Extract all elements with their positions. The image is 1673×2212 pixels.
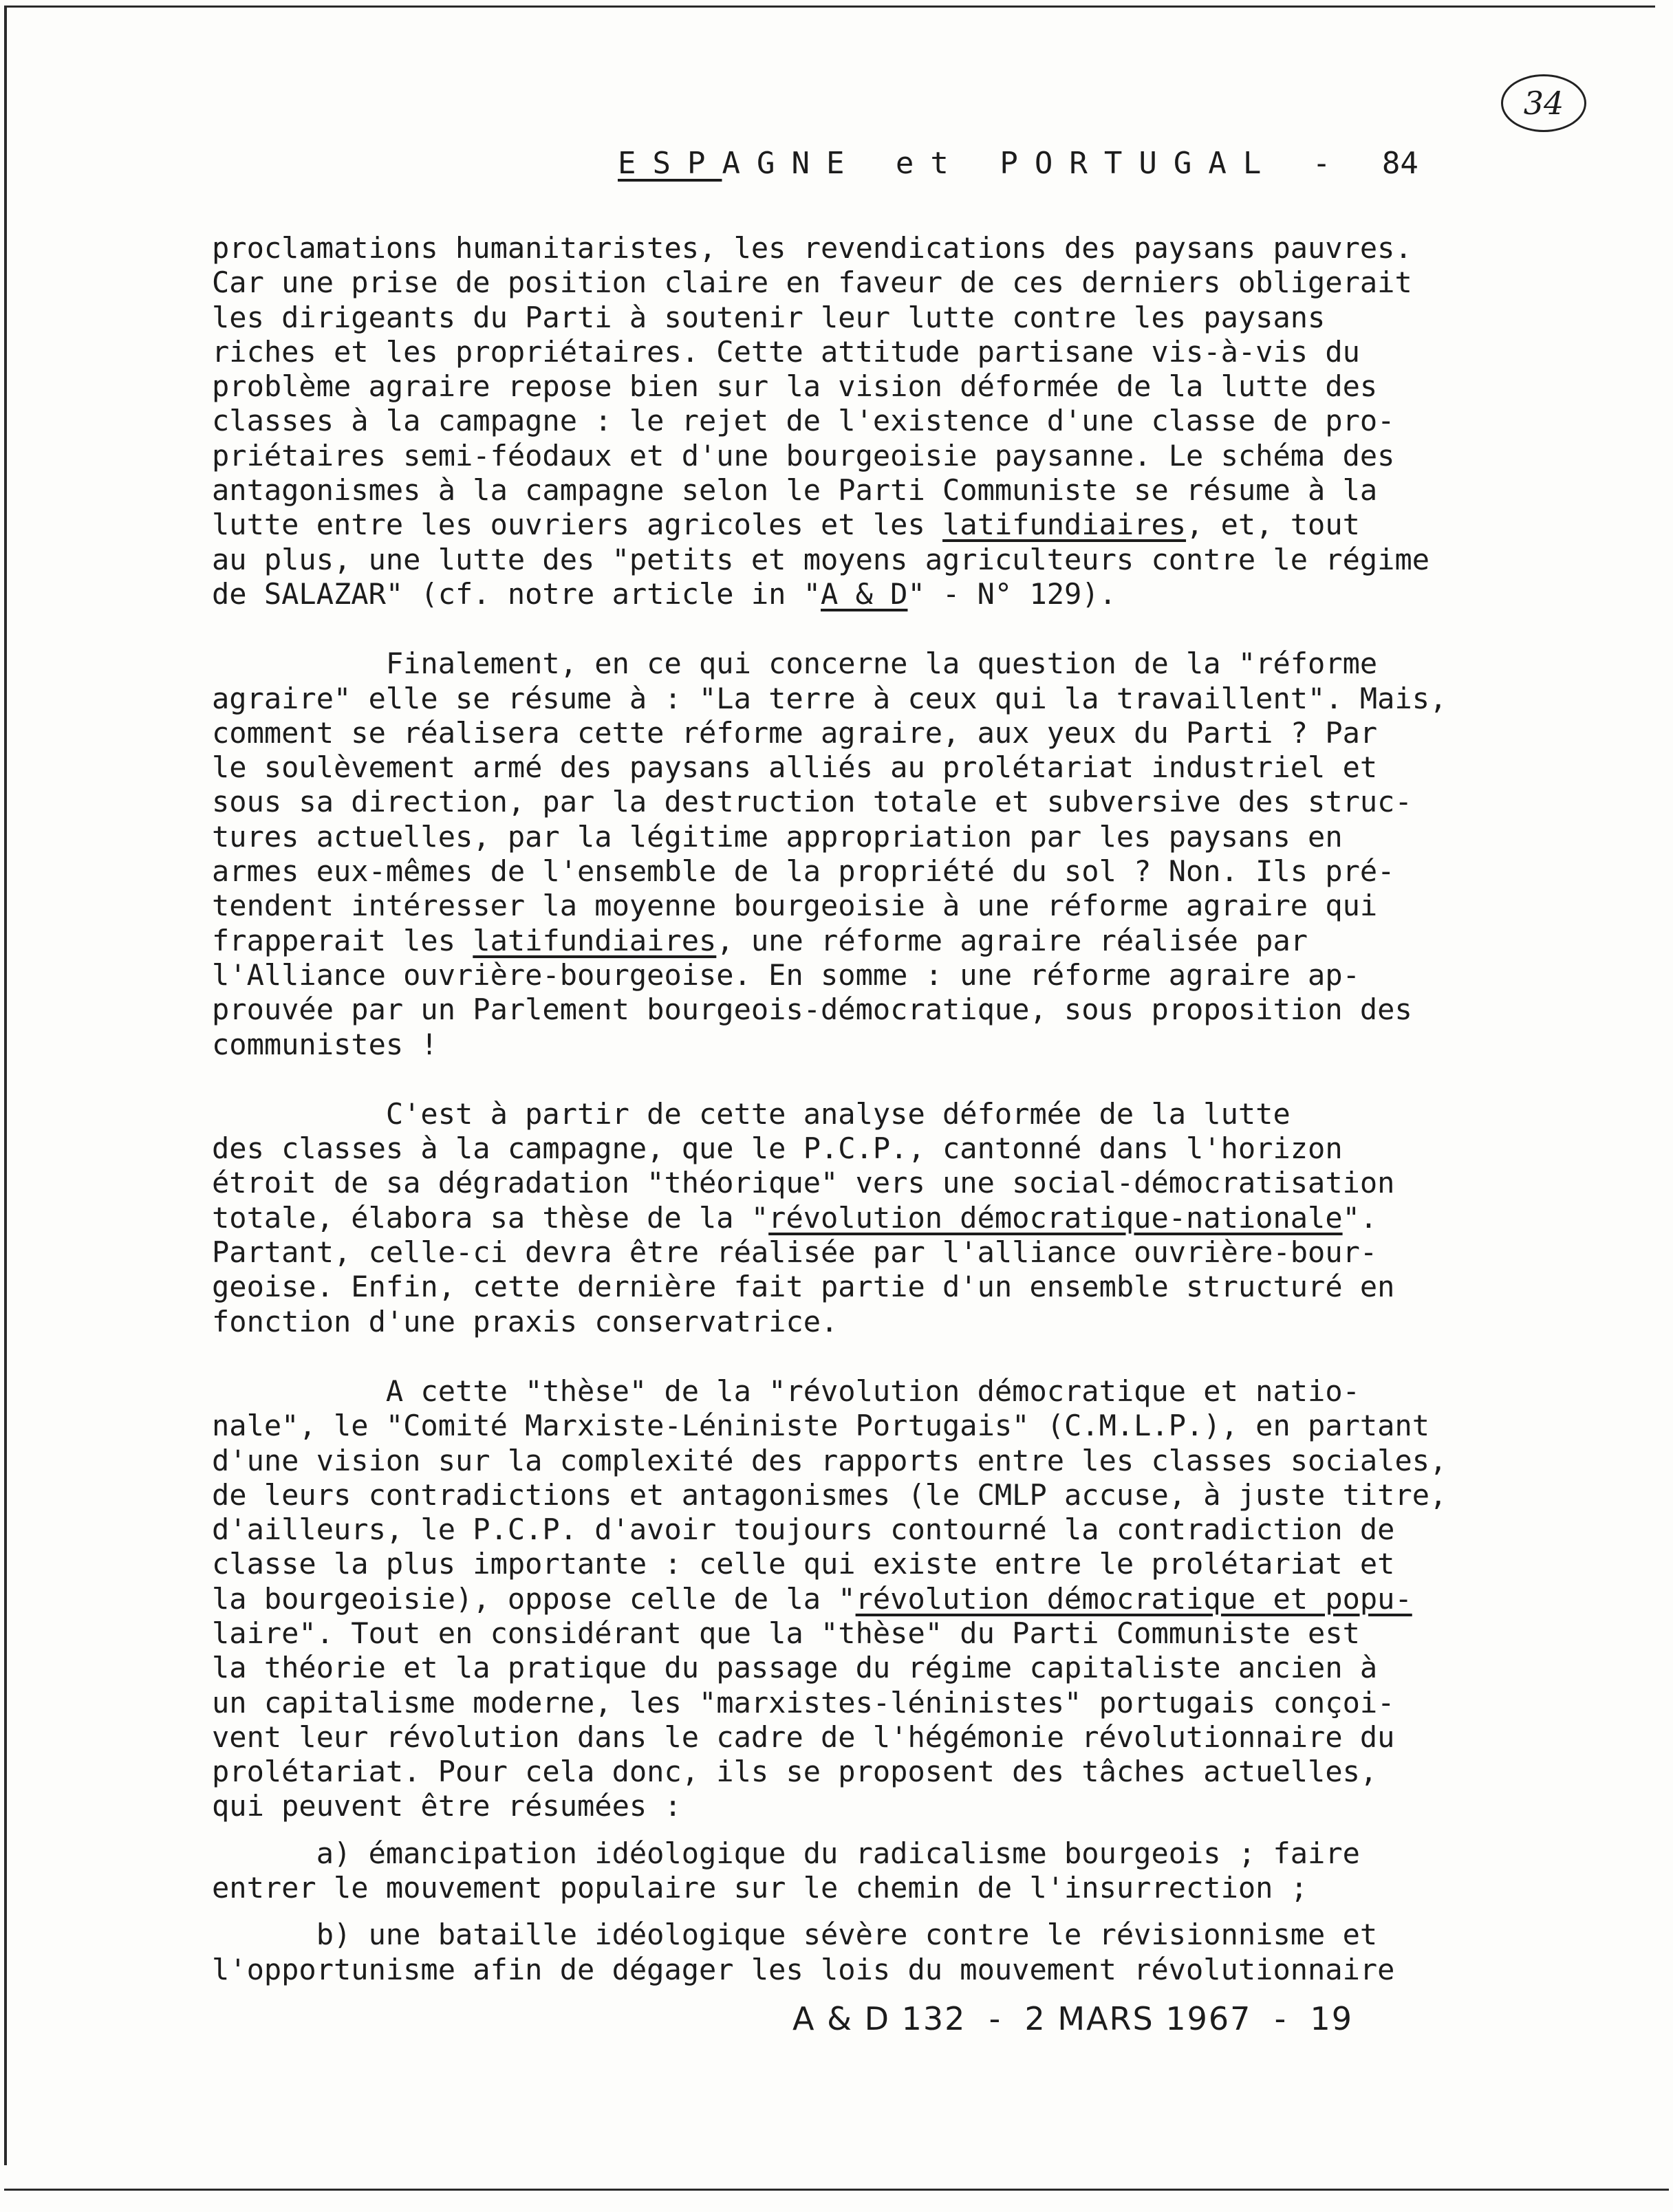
paragraph-gap bbox=[212, 1339, 1544, 1374]
text-line: classe la plus importante : celle qui existe entre le prolétariat et bbox=[212, 1547, 1395, 1581]
text-line: fonction d'une praxis conservatrice. bbox=[212, 1304, 839, 1338]
text-line: vent leur révolution dans le cadre de l'hégémonie révolutionnaire du bbox=[212, 1720, 1395, 1754]
text-line: prolétariat. Pour cela donc, ils se proposent des tâches actuelles, bbox=[212, 1755, 1378, 1789]
underlined-phrase: révolution démocratique et popu- bbox=[855, 1581, 1412, 1616]
text-line: des classes à la campagne, que le P.C.P., cantonné dans l'horizon bbox=[212, 1131, 1343, 1166]
text-line: frapperait les latifundiaires, une réforme agraire réalisée par bbox=[212, 923, 1308, 957]
text-line: priétaires semi-féodaux et d'une bourgeoisie paysanne. Le schéma des bbox=[212, 438, 1395, 473]
text-line: entrer le mouvement populaire sur le chemin de l'insurrection ; bbox=[212, 1871, 1308, 1905]
text-line: a) émancipation idéologique du radicalisme bourgeois ; faire bbox=[212, 1836, 1360, 1870]
underlined-phrase: latifundiaires bbox=[473, 923, 717, 957]
header-dash: - bbox=[1312, 146, 1348, 181]
text-line: comment se réalisera cette réforme agraire, aux yeux du Parti ? Par bbox=[212, 715, 1378, 750]
text-line: un capitalisme moderne, les "marxistes-léninistes" portugais conçoi- bbox=[212, 1685, 1395, 1720]
text-line: C'est à partir de cette analyse déformée de la lutte bbox=[212, 1096, 1291, 1131]
text-line: au plus, une lutte des "petits et moyens agriculteurs contre le régime bbox=[212, 542, 1430, 576]
text-line: antagonismes à la campagne selon le Parti Communiste se résume à la bbox=[212, 473, 1378, 508]
running-header bbox=[618, 146, 1418, 181]
paragraph-2 bbox=[212, 647, 1544, 1062]
text-line: tures actuelles, par la légitime appropriation par les paysans en bbox=[212, 819, 1343, 854]
underlined-phrase: A & D bbox=[821, 576, 908, 611]
header-page-number: 84 bbox=[1381, 146, 1418, 181]
text-line: nale", le "Comité Marxiste-Léniniste Portugais" (C.M.L.P.), en partant bbox=[212, 1409, 1430, 1443]
stamp-text: 34 bbox=[1523, 85, 1564, 122]
text-line: le soulèvement armé des paysans alliés au prolétariat industriel et bbox=[212, 750, 1378, 785]
underlined-phrase: révolution démocratique-nationale bbox=[768, 1200, 1343, 1235]
text-line: riches et les propriétaires. Cette attitude partisane vis-à-vis du bbox=[212, 334, 1360, 369]
text-line: A cette "thèse" de la "révolution démocratique et natio- bbox=[212, 1374, 1360, 1408]
text-line: agraire" elle se résume à : "La terre à ceux qui la travaillent". Mais, bbox=[212, 681, 1447, 715]
text-line: problème agraire repose bien sur la vision déformée de la lutte des bbox=[212, 369, 1378, 404]
text-line: Car une prise de position claire en faveur de ces derniers obligerait bbox=[212, 265, 1412, 300]
document-body bbox=[212, 231, 1544, 1987]
paragraph-6 bbox=[212, 1918, 1544, 1987]
text-line: prouvée par un Parlement bourgeois-démocratique, sous proposition des bbox=[212, 993, 1412, 1027]
paragraph-5 bbox=[212, 1836, 1544, 1906]
text-line: totale, élabora sa thèse de la "révolution démocratique-nationale". bbox=[212, 1200, 1378, 1235]
text-line: geoise. Enfin, cette dernière fait partie d'un ensemble structuré en bbox=[212, 1270, 1395, 1304]
scan-edge-bottom bbox=[4, 2189, 1669, 2191]
scan-edge-left bbox=[4, 6, 7, 2165]
text-line: les dirigeants du Parti à soutenir leur lutte contre les paysans bbox=[212, 300, 1326, 334]
text-line: la bourgeoisie), oppose celle de la "révolution démocratique et popu- bbox=[212, 1581, 1412, 1616]
page-number-stamp bbox=[1501, 74, 1586, 132]
text-line: la théorie et la pratique du passage du régime capitaliste ancien à bbox=[212, 1651, 1378, 1685]
paragraph-gap bbox=[212, 1062, 1544, 1097]
text-line: sous sa direction, par la destruction totale et subversive des struc- bbox=[212, 785, 1412, 819]
paragraph-1 bbox=[212, 231, 1544, 611]
text-line: d'une vision sur la complexité des rapports entre les classes sociales, bbox=[212, 1443, 1447, 1477]
text-line: armes eux-mêmes de l'ensemble de la propriété du sol ? Non. Ils pré- bbox=[212, 854, 1395, 889]
header-title: AGNE et PORTUGAL bbox=[722, 146, 1278, 181]
underlined-phrase: latifundiaires bbox=[942, 508, 1187, 542]
text-line: Partant, celle-ci devra être réalisée par l'alliance ouvrière-bour- bbox=[212, 1235, 1378, 1270]
text-line: b) une bataille idéologique sévère contre le révisionnisme et bbox=[212, 1918, 1378, 1952]
text-line: qui peuvent être résumées : bbox=[212, 1789, 682, 1823]
paragraph-3 bbox=[212, 1097, 1544, 1339]
text-line: proclamations humanitaristes, les revendications des paysans pauvres. bbox=[212, 231, 1412, 265]
text-line: d'ailleurs, le P.C.P. d'avoir toujours contourné la contradiction de bbox=[212, 1512, 1395, 1547]
paragraph-gap bbox=[212, 1905, 1544, 1918]
text-line: classes à la campagne : le rejet de l'existence d'une classe de pro- bbox=[212, 404, 1395, 438]
text-line: de leurs contradictions et antagonismes (le CMLP accuse, à juste titre, bbox=[212, 1477, 1447, 1512]
text-line: lutte entre les ouvriers agricoles et les latifundiaires, et, tout bbox=[212, 508, 1360, 542]
text-line: l'opportunisme afin de dégager les lois du mouvement révolutionnaire bbox=[212, 1952, 1395, 1986]
text-line: étroit de sa dégradation "théorique" vers une social-démocratisation bbox=[212, 1166, 1395, 1200]
page-footer: A & D 132 - 2 MARS 1967 - 19 bbox=[792, 2000, 1354, 2037]
text-line: de SALAZAR" (cf. notre article in "A & D" - N° 129). bbox=[212, 576, 1116, 611]
text-line: communistes ! bbox=[212, 1027, 438, 1061]
paragraph-4 bbox=[212, 1374, 1544, 1824]
text-line: laire". Tout en considérant que la "thèse" du Parti Communiste est bbox=[212, 1616, 1360, 1650]
paragraph-gap bbox=[212, 611, 1544, 647]
header-title-underlined: ESP bbox=[618, 146, 722, 181]
text-line: tendent intéresser la moyenne bourgeoisie à une réforme agraire qui bbox=[212, 889, 1378, 923]
paragraph-gap bbox=[212, 1824, 1544, 1836]
text-line: l'Alliance ouvrière-bourgeoise. En somme : une réforme agraire ap- bbox=[212, 957, 1360, 992]
scan-edge-top bbox=[4, 6, 1655, 8]
text-line: Finalement, en ce qui concerne la question de la "réforme bbox=[212, 647, 1378, 681]
